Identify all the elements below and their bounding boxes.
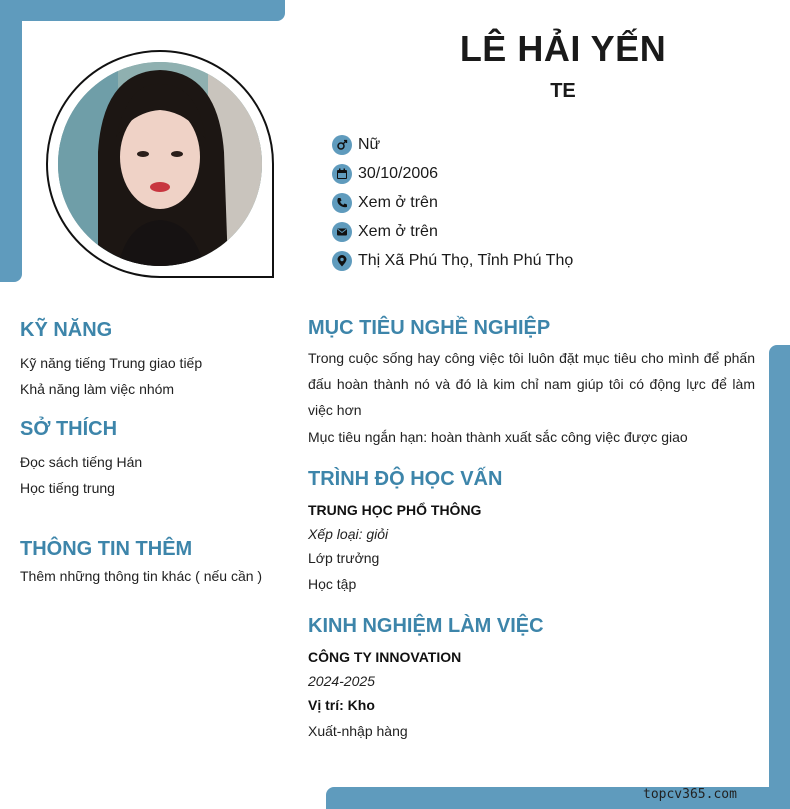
objective-heading: MỤC TIÊU NGHỀ NGHIỆP bbox=[308, 317, 551, 339]
experience-heading: KINH NGHIỆM LÀM VIỆC bbox=[308, 615, 544, 637]
info-birthday bbox=[332, 159, 573, 188]
phone-icon bbox=[332, 193, 352, 213]
education-line: Học tập bbox=[308, 576, 357, 592]
info-address bbox=[332, 246, 573, 275]
education-school: TRUNG HỌC PHỔ THÔNG bbox=[308, 502, 482, 518]
skill-item: Khả năng làm việc nhóm bbox=[20, 381, 175, 397]
objective-paragraph: Trong cuộc sống hay công việc tôi luôn đặt mục tiêu cho mình để phấn đấu hoàn thành nó và đó là kim chỉ nam giúp tôi có động lực để làm việc hơn bbox=[308, 350, 755, 418]
watermark: topcv365.com bbox=[643, 787, 737, 802]
experience-task: Xuất-nhập hàng bbox=[308, 723, 408, 739]
experience-position: Vị trí: Kho bbox=[308, 697, 375, 713]
mail-icon bbox=[332, 222, 352, 242]
education-line: Lớp trưởng bbox=[308, 550, 380, 566]
candidate-role: TE bbox=[550, 80, 576, 102]
info-birthday-text: 30/10/2006 bbox=[358, 164, 439, 182]
decor-bar-top bbox=[0, 0, 285, 21]
decor-bar-left bbox=[0, 0, 22, 282]
contact-info bbox=[332, 130, 573, 275]
info-address-text: Thị Xã Phú Thọ, Tỉnh Phú Thọ bbox=[358, 251, 574, 269]
info-phone bbox=[332, 188, 573, 217]
decor-bar-right bbox=[769, 345, 790, 809]
info-gender bbox=[332, 130, 573, 159]
objective-short-term: Mục tiêu ngắn hạn: hoàn thành xuất sắc công việc được giao bbox=[308, 429, 688, 445]
education-grade: Xếp loại: giỏi bbox=[308, 526, 389, 542]
skills-heading: KỸ NĂNG bbox=[20, 319, 113, 341]
hobby-item: Học tiếng trung bbox=[20, 480, 115, 496]
skill-item: Kỹ năng tiếng Trung giao tiếp bbox=[20, 355, 203, 371]
gender-icon bbox=[332, 135, 352, 155]
experience-period: 2024-2025 bbox=[308, 673, 375, 689]
extra-info-heading: THÔNG TIN THÊM bbox=[20, 538, 193, 560]
candidate-name: LÊ HẢI YẾN bbox=[459, 28, 667, 69]
calendar-icon bbox=[332, 164, 352, 184]
info-gender-text: Nữ bbox=[358, 135, 381, 153]
education-heading: TRÌNH ĐỘ HỌC VẤN bbox=[308, 468, 503, 490]
hobbies-heading: SỞ THÍCH bbox=[20, 418, 118, 440]
location-icon bbox=[332, 251, 352, 271]
info-email bbox=[332, 217, 573, 246]
info-phone-text: Xem ở trên bbox=[358, 193, 438, 211]
profile-photo bbox=[58, 62, 262, 266]
info-email-text: Xem ở trên bbox=[358, 222, 438, 240]
extra-info-text: Thêm những thông tin khác ( nếu cần ) bbox=[20, 568, 263, 584]
experience-company: CÔNG TY INNOVATION bbox=[308, 649, 462, 665]
hobby-item: Đọc sách tiếng Hán bbox=[20, 454, 143, 470]
